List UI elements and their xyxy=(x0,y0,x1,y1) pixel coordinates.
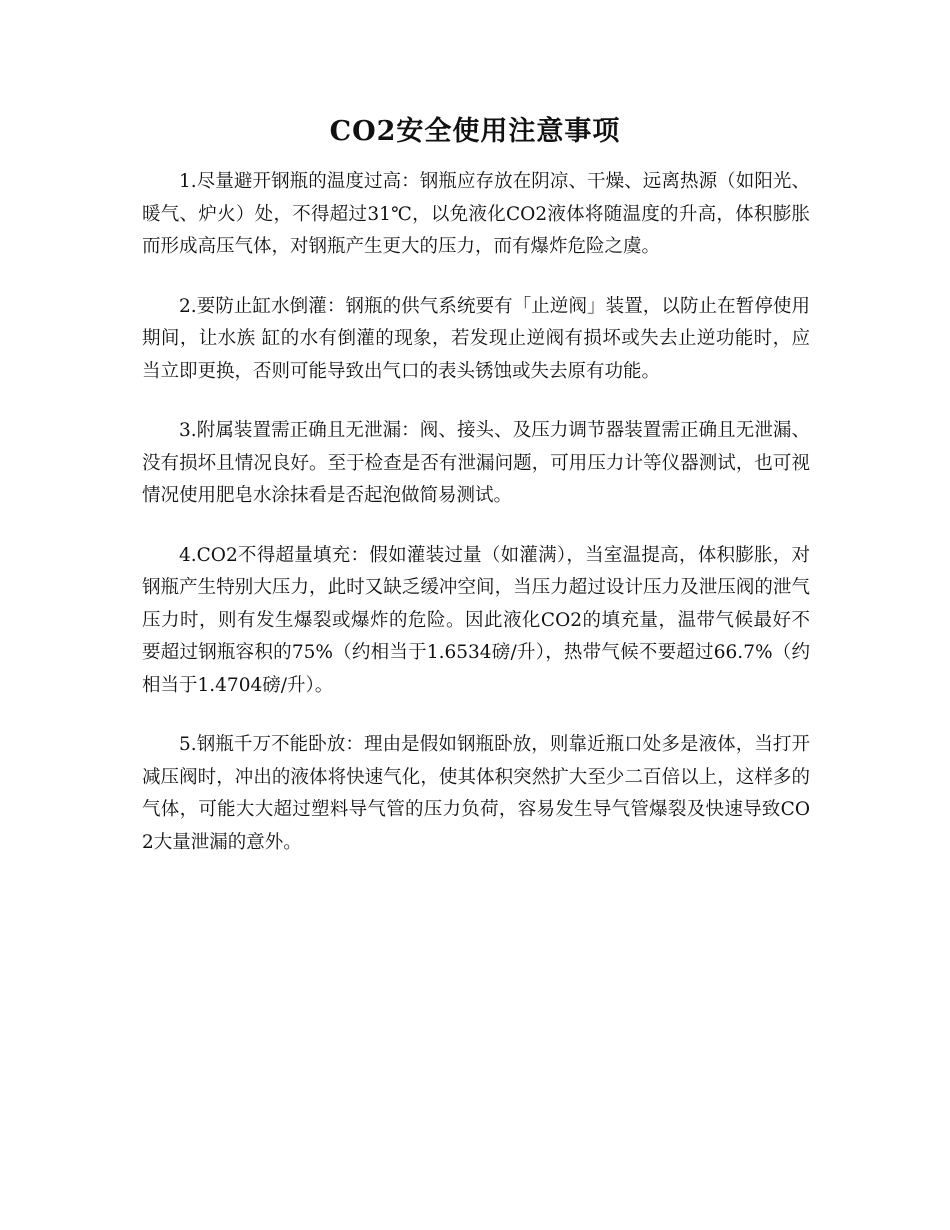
paragraph-3: 3.附属装置需正确且无泄漏：阀、接头、及压力调节器装置需正确且无泄漏、没有损坏且情况良好。至于检查是否有泄漏问题，可用压力计等仪器测试，也可视情况使用肥皂水涂抹看是否起泡做简易测试。 xyxy=(142,420,810,506)
paragraph-1: 1.尽量避开钢瓶的温度过高：钢瓶应存放在阴凉、干燥、远离热源（如阳光、暖气、炉火）处，不得超过31℃，以免液化CO2液体将随温度的升高，体积膨胀而形成高压气体，对钢瓶产生更大的压力，而有爆炸危险之虞。 xyxy=(142,171,810,257)
paragraph-2: 2.要防止缸水倒灌：钢瓶的供气系统要有「止逆阀」装置，以防止在暂停使用期间，让水族 缸的水有倒灌的现象，若发现止逆阀有损坏或失去止逆功能时，应当立即更换，否则可能导致出气口的表头锈蚀或失去原有功能。 xyxy=(142,295,810,382)
paragraph-4: 4.CO2不得超量填充：假如灌装过量（如灌满），当室温提高，体积膨胀，对钢瓶产生特别大压力，此时又缺乏缓冲空间，当压力超过设计压力及泄压阀的泄气压力时，则有发生爆裂或爆炸的危险。因此液化CO2的填充量，温带气候最好不要超过钢瓶容积的75%（约相当于1.6534磅/升），热带气候不要超过66.7%（约相当于1.4704磅/升）。 xyxy=(142,544,810,696)
paragraph-5: 5.钢瓶千万不能卧放：理由是假如钢瓶卧放，则靠近瓶口处多是液体，当打开减压阀时，冲出的液体将快速气化，使其体积突然扩大至少二百倍以上，这样多的气体，可能大大超过塑料导气管的压力负荷，容易发生导气管爆裂及快速导致CO2大量泄漏的意外。 xyxy=(142,734,810,853)
document-title: CO2安全使用注意事项 xyxy=(329,116,621,147)
document-body xyxy=(142,166,810,886)
